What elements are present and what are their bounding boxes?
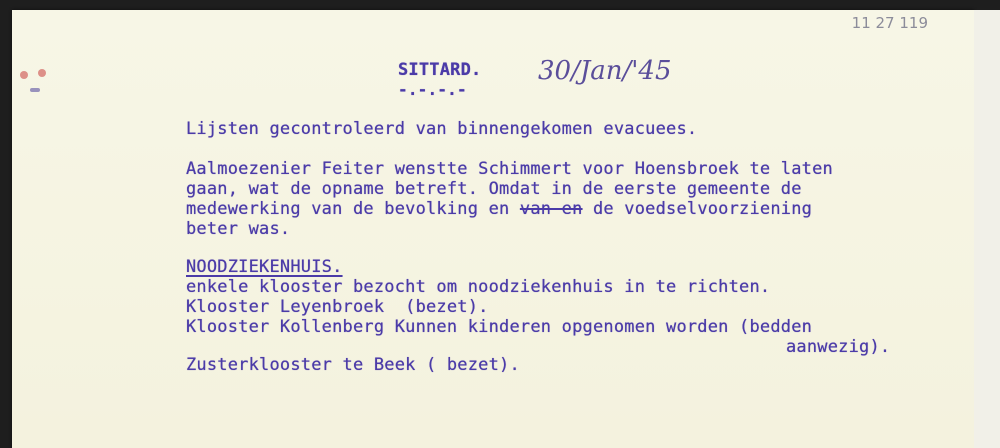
text-line: aanwezig). [786, 337, 891, 357]
text-line: Lijsten gecontroleerd van binnengekomen evacuees. [186, 119, 698, 139]
punch-mark [38, 69, 46, 77]
archive-reference-number: 11 27 119 [851, 14, 928, 32]
text-segment: de voedselvoorziening [582, 199, 813, 219]
text-line: enkele klooster bezocht om noodziekenhuis in te richten. [186, 277, 771, 297]
text-line: Klooster Kollenberg Kunnen kinderen opgenomen worden (bedden [186, 317, 813, 337]
text-line: Klooster Leyenbroek (bezet). [186, 297, 489, 317]
text-line: Aalmoezenier Feiter wenstte Schimmert voor Hoensbroek te laten [186, 159, 833, 179]
text-line: Zusterklooster te Beek ( bezet). [186, 355, 520, 375]
place-heading: SITTARD. [398, 60, 482, 80]
text-line: gaan, wat de opname betreft. Omdat in de eerste gemeente de [186, 179, 802, 199]
ink-smudge [30, 88, 40, 92]
punch-mark [20, 71, 28, 79]
text-line [186, 199, 812, 219]
paper-sheet [12, 10, 974, 448]
handwritten-date: 30/Jan/'45 [538, 56, 672, 86]
heading-dashes: -.-.-.- [398, 80, 467, 99]
scan-edge [974, 10, 1000, 448]
struck-text: van en [519, 199, 583, 219]
text-line: beter was. [186, 219, 291, 239]
section-title: NOODZIEKENHUIS. [186, 257, 343, 277]
text-segment: medewerking van de bevolking en [186, 199, 520, 219]
